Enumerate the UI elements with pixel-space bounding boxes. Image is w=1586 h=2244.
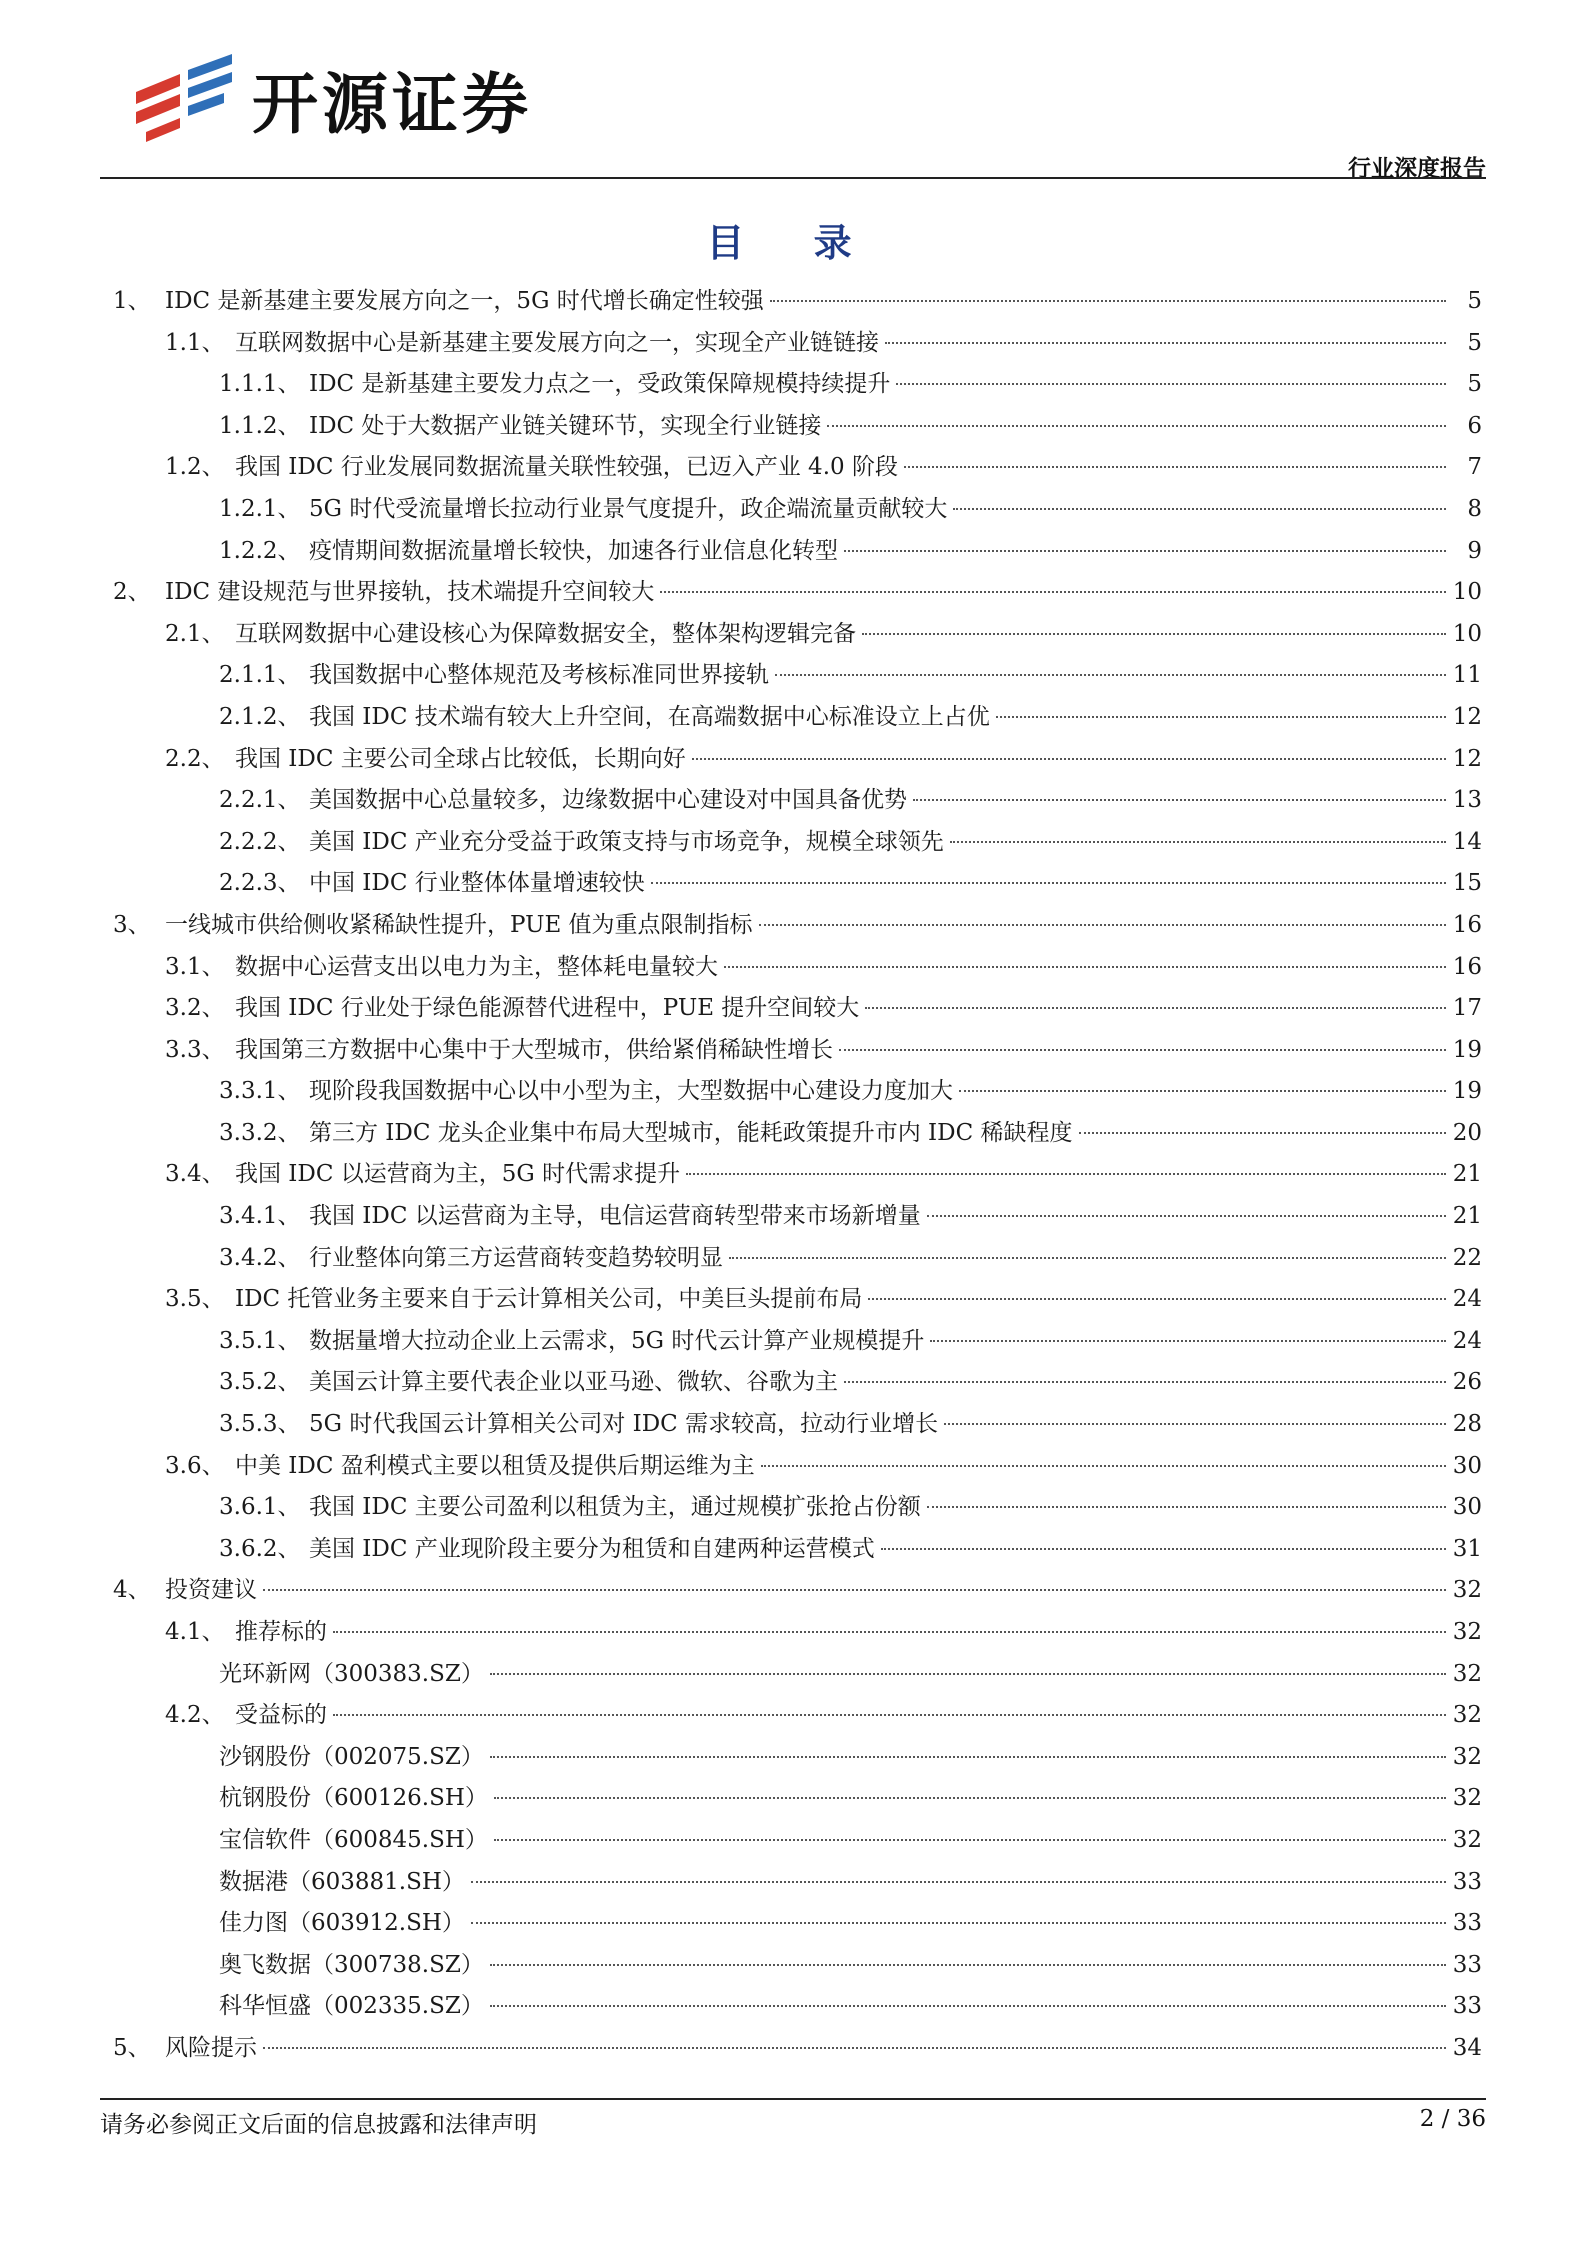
toc-leader-dots bbox=[927, 1215, 1446, 1217]
toc-entry-page: 32 bbox=[1452, 1785, 1482, 1812]
toc-leader-dots bbox=[686, 1173, 1446, 1175]
toc-entry-page: 12 bbox=[1452, 745, 1482, 772]
toc-entry-page: 24 bbox=[1452, 1286, 1482, 1313]
toc-entry-number: 2.2.1、 bbox=[219, 787, 301, 814]
toc-leader-dots bbox=[953, 508, 1446, 510]
toc-leader-dots bbox=[729, 1257, 1446, 1259]
toc-leader-dots bbox=[944, 1423, 1446, 1425]
toc-entry[interactable] bbox=[113, 1155, 1482, 1197]
toc-leader-dots bbox=[494, 1839, 1446, 1841]
toc-entry[interactable] bbox=[113, 864, 1482, 906]
toc-entry-page: 28 bbox=[1452, 1411, 1482, 1438]
toc-entry-title: 美国数据中心总量较多，边缘数据中心建设对中国具备优势 bbox=[309, 787, 907, 814]
toc-leader-dots bbox=[263, 1589, 1446, 1591]
toc-entry-title: 科华恒盛（002335.SZ） bbox=[219, 1993, 484, 2020]
toc-entry-title: 5G 时代受流量增长拉动行业景气度提升，政企端流量贡献较大 bbox=[309, 495, 948, 522]
toc-entry[interactable] bbox=[113, 573, 1482, 615]
toc-entry-number: 3.2、 bbox=[165, 995, 225, 1022]
toc-entry-title: 中国 IDC 行业整体体量增速较快 bbox=[309, 870, 645, 897]
toc-entry-page: 19 bbox=[1452, 1078, 1482, 1105]
toc-entry-number: 1.2.1、 bbox=[219, 495, 301, 522]
toc-entry-page: 19 bbox=[1452, 1036, 1482, 1063]
toc-leader-dots bbox=[904, 466, 1446, 468]
toc-leader-dots bbox=[490, 1756, 1446, 1758]
toc-leader-dots bbox=[827, 425, 1446, 427]
toc-leader-dots bbox=[775, 674, 1446, 676]
page-indicator: 2 / 36 bbox=[1419, 2106, 1486, 2132]
toc-entry-number: 4、 bbox=[113, 1577, 151, 1604]
toc-entry-number: 1.1.2、 bbox=[219, 412, 301, 439]
toc-entry-title: 行业整体向第三方运营商转变趋势较明显 bbox=[309, 1244, 723, 1271]
toc-entry-title: 第三方 IDC 龙头企业集中布局大型城市，能耗政策提升市内 IDC 稀缺程度 bbox=[309, 1119, 1073, 1146]
toc-entry[interactable] bbox=[113, 1779, 1482, 1821]
toc-entry[interactable] bbox=[113, 1946, 1482, 1988]
toc-entry[interactable] bbox=[113, 1821, 1482, 1863]
toc-entry-page: 33 bbox=[1452, 1993, 1482, 2020]
toc-entry-number: 2.1、 bbox=[165, 620, 225, 647]
toc-entry-number: 4.2、 bbox=[165, 1702, 225, 1729]
toc-entry-page: 10 bbox=[1452, 579, 1482, 606]
toc-entry-page: 32 bbox=[1452, 1702, 1482, 1729]
toc-leader-dots bbox=[896, 383, 1446, 385]
toc-entry[interactable] bbox=[113, 1405, 1482, 1447]
toc-entry-title: 我国 IDC 主要公司全球占比较低，长期向好 bbox=[235, 745, 686, 772]
toc-entry[interactable] bbox=[113, 1904, 1482, 1946]
toc-entry-page: 5 bbox=[1467, 329, 1482, 356]
toc-entry-title: 我国第三方数据中心集中于大型城市，供给紧俏稀缺性增长 bbox=[235, 1036, 833, 1063]
toc-entry-page: 12 bbox=[1452, 703, 1482, 730]
toc-entry-page: 7 bbox=[1467, 454, 1482, 481]
toc-entry-page: 32 bbox=[1452, 1826, 1482, 1853]
toc-entry-number: 1、 bbox=[113, 288, 151, 314]
toc-entry[interactable] bbox=[113, 1488, 1482, 1530]
toc-leader-dots bbox=[490, 1964, 1446, 1966]
toc-entry-page: 15 bbox=[1452, 870, 1482, 897]
toc-entry-title: 一线城市供给侧收紧稀缺性提升，PUE 值为重点限制指标 bbox=[165, 911, 753, 938]
toc-entry[interactable] bbox=[113, 1447, 1482, 1489]
toc-entry-number: 2.1.1、 bbox=[219, 662, 301, 689]
toc-entry-title: 沙钢股份（002075.SZ） bbox=[219, 1743, 484, 1770]
toc-entry[interactable] bbox=[113, 1197, 1482, 1239]
toc-entry[interactable] bbox=[113, 698, 1482, 740]
toc-entry-number: 3.4.1、 bbox=[219, 1203, 301, 1230]
toc-entry-number: 1.2、 bbox=[165, 454, 225, 481]
toc-entry-number: 1.1.1、 bbox=[219, 371, 301, 398]
toc-entry-title: IDC 是新基建主要发展方向之一，5G 时代增长确定性较强 bbox=[165, 288, 764, 314]
toc-entry-title: 数据中心运营支出以电力为主，整体耗电量较大 bbox=[235, 953, 718, 980]
toc-entry-page: 16 bbox=[1452, 911, 1482, 938]
toc-leader-dots bbox=[490, 1673, 1446, 1675]
toc-leader-dots bbox=[761, 1465, 1446, 1467]
toc-entry-page: 11 bbox=[1452, 662, 1482, 689]
toc-entry[interactable] bbox=[113, 1696, 1482, 1738]
toc-entry[interactable] bbox=[113, 1322, 1482, 1364]
toc-entry-title: 互联网数据中心建设核心为保障数据安全，整体架构逻辑完备 bbox=[235, 620, 856, 647]
toc-leader-dots bbox=[660, 591, 1446, 593]
toc-entry-number: 3.5.3、 bbox=[219, 1411, 301, 1438]
toc-leader-dots bbox=[881, 1548, 1446, 1550]
toc-leader-dots bbox=[930, 1340, 1446, 1342]
toc-entry-title: 奥飞数据（300738.SZ） bbox=[219, 1951, 484, 1978]
toc-entry-title: 受益标的 bbox=[235, 1702, 327, 1729]
toc-entry[interactable] bbox=[113, 948, 1482, 990]
toc-entry-page: 26 bbox=[1452, 1369, 1482, 1396]
toc-entry[interactable] bbox=[113, 781, 1482, 823]
toc-leader-dots bbox=[996, 716, 1446, 718]
toc-entry-title: 美国 IDC 产业现阶段主要分为租赁和自建两种运营模式 bbox=[309, 1535, 875, 1562]
toc-entry-page: 21 bbox=[1452, 1203, 1482, 1230]
toc-entry[interactable] bbox=[113, 656, 1482, 698]
toc-entry-title: 我国 IDC 行业处于绿色能源替代进程中，PUE 提升空间较大 bbox=[235, 995, 860, 1022]
toc-entry-page: 32 bbox=[1452, 1619, 1482, 1645]
footer-divider bbox=[100, 2098, 1486, 2100]
toc-entry-number: 3.6、 bbox=[165, 1452, 225, 1479]
toc-leader-dots bbox=[959, 1090, 1446, 1092]
toc-entry[interactable] bbox=[113, 823, 1482, 865]
toc-entry[interactable] bbox=[113, 365, 1482, 407]
toc-entry-number: 1.1、 bbox=[165, 329, 225, 356]
toc-entry-page: 5 bbox=[1467, 371, 1482, 398]
toc-entry-title: IDC 托管业务主要来自于云计算相关公司，中美巨头提前布局 bbox=[235, 1286, 863, 1313]
toc-entry[interactable] bbox=[113, 906, 1482, 948]
toc-entry-title: 我国 IDC 技术端有较大上升空间，在高端数据中心标准设立上占优 bbox=[309, 703, 990, 730]
toc-leader-dots bbox=[844, 1381, 1446, 1383]
toc-entry-page: 32 bbox=[1452, 1660, 1482, 1687]
toc-entry[interactable] bbox=[113, 532, 1482, 574]
toc-entry-page: 14 bbox=[1452, 828, 1482, 855]
toc-entry[interactable] bbox=[113, 1114, 1482, 1156]
toc-entry[interactable] bbox=[113, 1363, 1482, 1405]
toc-entry-number: 3.1、 bbox=[165, 953, 225, 980]
toc-entry[interactable] bbox=[113, 1655, 1482, 1697]
toc-entry-title: 5G 时代我国云计算相关公司对 IDC 需求较高，拉动行业增长 bbox=[309, 1411, 939, 1438]
header-divider bbox=[100, 177, 1486, 179]
toc-leader-dots bbox=[692, 758, 1446, 760]
toc-entry-number: 3、 bbox=[113, 911, 151, 938]
toc-entry-page: 5 bbox=[1467, 288, 1482, 314]
report-type-label: 行业深度报告 bbox=[1348, 155, 1486, 182]
toc-entry[interactable] bbox=[113, 1738, 1482, 1780]
toc-entry-title: 我国 IDC 以运营商为主导，电信运营商转型带来市场新增量 bbox=[309, 1203, 921, 1230]
footer-disclaimer: 请务必参阅正文后面的信息披露和法律声明 bbox=[100, 2112, 537, 2138]
toc-entry-number: 1.2.2、 bbox=[219, 537, 301, 564]
toc-entry-page: 31 bbox=[1452, 1535, 1482, 1562]
toc-leader-dots bbox=[862, 633, 1446, 635]
toc-entry-title: 光环新网（300383.SZ） bbox=[219, 1660, 484, 1687]
toc-leader-dots bbox=[494, 1797, 1446, 1799]
toc-entry-title: 数据港（603881.SH） bbox=[219, 1868, 465, 1895]
toc-leader-dots bbox=[844, 550, 1446, 552]
toc-entry-page: 16 bbox=[1452, 953, 1482, 980]
toc-leader-dots bbox=[865, 1007, 1446, 1009]
logo-mark-icon bbox=[128, 52, 238, 144]
toc-entry-title: 我国 IDC 以运营商为主，5G 时代需求提升 bbox=[235, 1161, 681, 1188]
toc-entry[interactable] bbox=[113, 1863, 1482, 1905]
toc-entry-number: 2.1.2、 bbox=[219, 703, 301, 730]
toc-entry[interactable] bbox=[113, 1239, 1482, 1281]
toc-entry-title: 现阶段我国数据中心以中小型为主，大型数据中心建设力度加大 bbox=[309, 1078, 953, 1105]
toc-entry-number: 2、 bbox=[113, 579, 151, 606]
toc-entry[interactable] bbox=[113, 1571, 1482, 1613]
toc-entry-title: 杭钢股份（600126.SH） bbox=[219, 1785, 488, 1812]
toc-entry-number: 2.2、 bbox=[165, 745, 225, 772]
toc-leader-dots bbox=[1079, 1132, 1447, 1134]
toc-entry-title: 疫情期间数据流量增长较快，加速各行业信息化转型 bbox=[309, 537, 838, 564]
company-logo bbox=[128, 52, 532, 144]
toc-entry-page: 30 bbox=[1452, 1494, 1482, 1521]
toc-leader-dots bbox=[927, 1506, 1446, 1508]
toc-entry[interactable] bbox=[113, 1987, 1482, 2029]
toc-leader-dots bbox=[885, 342, 1446, 344]
toc-entry-page: 33 bbox=[1452, 1868, 1482, 1895]
toc-leader-dots bbox=[471, 1881, 1446, 1883]
toc-leader-dots bbox=[913, 799, 1446, 801]
toc-entry-number: 3.3、 bbox=[165, 1036, 225, 1063]
toc-entry-title: IDC 处于大数据产业链关键环节，实现全行业链接 bbox=[309, 412, 822, 439]
toc-entry-number: 3.4、 bbox=[165, 1161, 225, 1188]
toc-entry-number: 2.2.3、 bbox=[219, 870, 301, 897]
toc-leader-dots bbox=[333, 1714, 1446, 1716]
toc-entry[interactable] bbox=[113, 615, 1482, 657]
toc-entry[interactable] bbox=[113, 989, 1482, 1031]
toc-leader-dots bbox=[759, 924, 1446, 926]
toc-entry-number: 3.5.2、 bbox=[219, 1369, 301, 1396]
toc-entry-page: 32 bbox=[1452, 1577, 1482, 1604]
toc-entry-page: 34 bbox=[1452, 2034, 1482, 2061]
toc-entry-number: 3.3.2、 bbox=[219, 1119, 301, 1146]
toc-entry-title: 数据量增大拉动企业上云需求，5G 时代云计算产业规模提升 bbox=[309, 1327, 925, 1354]
toc-entry[interactable] bbox=[113, 740, 1482, 782]
toc-entry[interactable] bbox=[113, 1031, 1482, 1073]
toc-entry-number: 3.3.1、 bbox=[219, 1078, 301, 1105]
toc-entry[interactable] bbox=[113, 1072, 1482, 1114]
toc-entry-page: 8 bbox=[1467, 495, 1482, 522]
toc-entry-page: 24 bbox=[1452, 1327, 1482, 1354]
toc-entry-page: 17 bbox=[1452, 995, 1482, 1022]
toc-leader-dots bbox=[490, 2005, 1446, 2007]
toc-entry[interactable] bbox=[113, 1280, 1482, 1322]
toc-entry-title: 佳力图（603912.SH） bbox=[219, 1910, 465, 1937]
toc-entry-title: IDC 是新基建主要发力点之一，受政策保障规模持续提升 bbox=[309, 371, 891, 398]
toc-entry-title: IDC 建设规范与世界接轨，技术端提升空间较大 bbox=[165, 579, 655, 606]
toc-entry-page: 20 bbox=[1452, 1119, 1482, 1146]
toc-entry-title: 我国 IDC 行业发展同数据流量关联性较强，已迈入产业 4.0 阶段 bbox=[235, 454, 898, 481]
toc-entry-page: 21 bbox=[1452, 1161, 1482, 1188]
toc-leader-dots bbox=[770, 300, 1446, 302]
toc-entry-page: 9 bbox=[1467, 537, 1482, 564]
toc-entry-title: 美国云计算主要代表企业以亚马逊、微软、谷歌为主 bbox=[309, 1369, 838, 1396]
toc-leader-dots bbox=[333, 1631, 1446, 1633]
toc-leader-dots bbox=[263, 2047, 1446, 2049]
toc-entry-page: 13 bbox=[1452, 787, 1482, 814]
toc-entry-number: 3.6.1、 bbox=[219, 1494, 301, 1521]
toc-leader-dots bbox=[471, 1922, 1446, 1924]
toc-entry-title: 推荐标的 bbox=[235, 1619, 327, 1645]
toc-entry[interactable] bbox=[113, 490, 1482, 532]
toc-entry-number: 3.5.1、 bbox=[219, 1327, 301, 1354]
toc-entry[interactable] bbox=[113, 282, 1482, 324]
toc-leader-dots bbox=[950, 841, 1446, 843]
toc-entry[interactable] bbox=[113, 448, 1482, 490]
logo-text: 开源证券 bbox=[252, 65, 532, 143]
toc-entry-page: 30 bbox=[1452, 1452, 1482, 1479]
toc-entry-page: 22 bbox=[1452, 1244, 1482, 1271]
toc-entry[interactable] bbox=[113, 2029, 1482, 2071]
toc-entry-title: 中美 IDC 盈利模式主要以租赁及提供后期运维为主 bbox=[235, 1452, 755, 1479]
table-of-contents bbox=[113, 282, 1482, 2071]
toc-entry-title: 投资建议 bbox=[165, 1577, 257, 1604]
toc-entry-title: 我国 IDC 主要公司盈利以租赁为主，通过规模扩张抢占份额 bbox=[309, 1494, 921, 1521]
toc-leader-dots bbox=[839, 1049, 1446, 1051]
toc-entry-number: 2.2.2、 bbox=[219, 828, 301, 855]
toc-entry[interactable] bbox=[113, 1613, 1482, 1655]
toc-leader-dots bbox=[651, 882, 1446, 884]
toc-entry-title: 互联网数据中心是新基建主要发展方向之一，实现全产业链链接 bbox=[235, 329, 879, 356]
toc-entry-number: 3.4.2、 bbox=[219, 1244, 301, 1271]
toc-entry[interactable] bbox=[113, 407, 1482, 449]
toc-entry-number: 3.6.2、 bbox=[219, 1535, 301, 1562]
toc-entry-number: 5、 bbox=[113, 2034, 151, 2061]
toc-entry-page: 6 bbox=[1467, 412, 1482, 439]
toc-entry-page: 33 bbox=[1452, 1951, 1482, 1978]
toc-leader-dots bbox=[724, 966, 1446, 968]
toc-leader-dots bbox=[868, 1298, 1446, 1300]
toc-entry[interactable] bbox=[113, 1530, 1482, 1572]
toc-entry-title: 风险提示 bbox=[165, 2034, 257, 2061]
toc-title: 目 录 bbox=[706, 220, 880, 265]
toc-entry-page: 33 bbox=[1452, 1910, 1482, 1937]
toc-entry-page: 10 bbox=[1452, 620, 1482, 647]
toc-entry-page: 32 bbox=[1452, 1743, 1482, 1770]
toc-entry[interactable] bbox=[113, 324, 1482, 366]
toc-entry-title: 我国数据中心整体规范及考核标准同世界接轨 bbox=[309, 662, 769, 689]
toc-entry-number: 3.5、 bbox=[165, 1286, 225, 1313]
toc-entry-number: 4.1、 bbox=[165, 1619, 225, 1645]
toc-entry-title: 美国 IDC 产业充分受益于政策支持与市场竞争，规模全球领先 bbox=[309, 828, 944, 855]
toc-entry-title: 宝信软件（600845.SH） bbox=[219, 1826, 488, 1853]
